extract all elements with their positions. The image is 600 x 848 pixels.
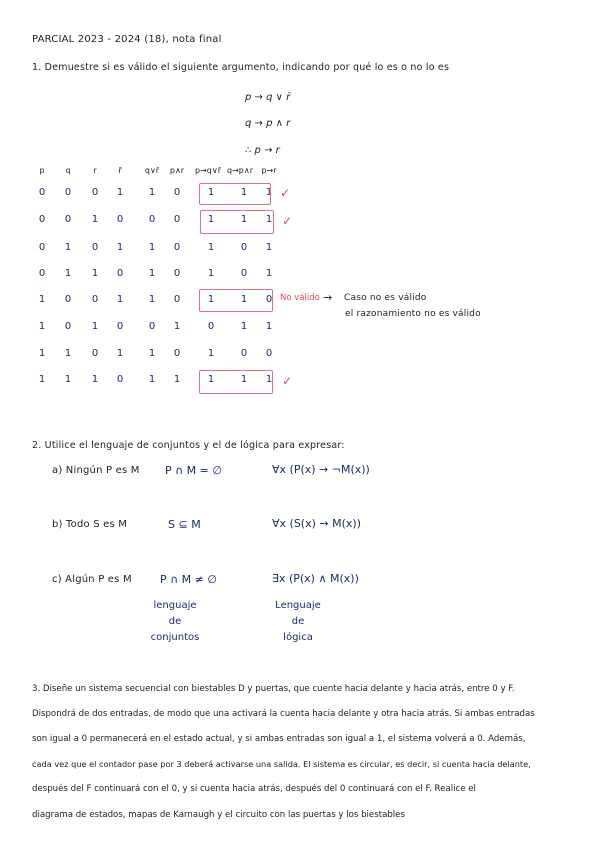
table-header-r: r [93,166,97,175]
caption-line: de [168,616,182,627]
table-cell: 0 [240,348,248,359]
question-3-line-6: diagrama de estados, mapas de Karnaugh y el circuito con las puertas y los biestables [32,810,405,820]
question-2-prompt: 2. Utilice el lenguaje de conjuntos y el de lógica para expresar: [32,440,345,451]
table-cell: 1 [265,214,273,225]
table-cell: 1 [265,374,273,385]
table-header-not-r: r̄ [118,166,122,175]
table-cell: 1 [265,187,273,198]
table-cell: 1 [64,348,72,359]
caption-line: Lenguaje [275,600,321,611]
item-b-label: b) Todo S es M [52,519,128,530]
table-cell: 1 [64,268,72,279]
conclusion-line-2: el razonamiento no es válido [345,309,481,319]
table-cell: 1 [207,242,215,253]
table-cell: 1 [116,187,124,198]
table-header-premise-1: p→q∨r̄ [194,166,221,175]
table-cell: 0 [38,242,46,253]
caption-line: lógica [283,632,313,643]
table-cell: 1 [64,242,72,253]
table-cell: 1 [240,294,248,305]
item-a-sets: P ∩ M = ∅ [165,464,222,477]
question-3-line-5: después del F continuará con el 0, y si cuenta hacia atrás, después del 0 continuará con el F. Realice el [32,784,476,794]
caption-logic-language [258,598,338,646]
table-cell: 1 [240,321,248,332]
check-mark-icon: ✓ [280,186,291,200]
truth-table [0,0,600,400]
table-cell: 1 [173,374,181,385]
table-cell: 1 [116,294,124,305]
table-cell: 1 [265,242,273,253]
table-cell: 0 [173,214,181,225]
table-cell: 1 [38,374,46,385]
table-cell: 1 [207,374,215,385]
question-3-line-4: cada vez que el contador pase por 3 deberá activarse una salida. El sistema es circular, es decir, si cuenta hacia delante, [32,759,531,769]
table-cell: 0 [38,187,46,198]
table-cell: 0 [64,321,72,332]
table-cell: 1 [91,374,99,385]
table-cell: 1 [240,214,248,225]
table-header-q-or-not-r: q∨r̄ [144,166,160,175]
caption-line: lenguaje [153,600,197,611]
table-cell: 0 [64,294,72,305]
question-3-line-1: 3. Diseñe un sistema secuencial con biestables D y puertas, que cuente hacia delante y hacia atrás, entre 0 y F. [32,684,515,694]
question-3-line-3: son igual a 0 permanecerá en el estado actual, y si ambas entradas son igual a 1, el sistema volverá a 0. Además, [32,734,526,744]
table-cell: 1 [265,268,273,279]
table-cell: 0 [265,294,273,305]
table-cell: 1 [91,321,99,332]
invalid-label: No válido [280,293,320,303]
table-cell: 0 [240,268,248,279]
question-3-line-2: Dispondrá de dos entradas, de modo que una activará la cuenta hacia delante y otra hacia atrás. Si ambas entradas [32,709,535,719]
arrow-icon: → [323,291,333,304]
table-cell: 1 [207,294,215,305]
item-b-logic: ∀x (S(x) → M(x)) [272,517,361,530]
caption-line: de [291,616,305,627]
table-cell: 1 [38,348,46,359]
table-cell: 0 [173,294,181,305]
table-cell: 1 [148,187,156,198]
table-cell: 1 [148,294,156,305]
table-cell: 1 [207,214,215,225]
check-mark-icon: ✓ [282,374,293,388]
table-cell: 0 [116,321,124,332]
table-cell: 0 [91,242,99,253]
valid-row-box-1 [199,183,271,205]
valid-row-box-2 [200,210,274,234]
item-c-label: c) Algún P es M [52,574,132,585]
table-cell: 0 [265,348,273,359]
table-cell: 0 [148,214,156,225]
table-cell: 1 [148,374,156,385]
table-cell: 0 [173,268,181,279]
table-cell: 0 [91,294,99,305]
table-cell: 0 [64,214,72,225]
table-cell: 1 [91,268,99,279]
table-header-premise-2: q→p∧r [226,166,253,175]
table-cell: 0 [240,242,248,253]
table-cell: 0 [38,268,46,279]
item-c-logic: ∃x (P(x) ∧ M(x)) [272,572,359,585]
conclusion: ∴ p → r [245,145,280,156]
table-cell: 1 [148,268,156,279]
table-cell: 0 [38,214,46,225]
table-cell: 0 [173,348,181,359]
check-mark-icon: ✓ [282,214,293,228]
table-cell: 1 [116,242,124,253]
table-cell: 1 [265,321,273,332]
table-cell: 0 [91,348,99,359]
exam-title: PARCIAL 2023 - 2024 (18), nota final [32,34,222,45]
table-cell: 1 [148,348,156,359]
table-cell: 1 [148,242,156,253]
table-header-q: q [65,166,71,175]
table-cell: 0 [116,214,124,225]
table-cell: 0 [91,187,99,198]
caption-line: conjuntos [150,632,200,643]
table-cell: 0 [116,268,124,279]
table-cell: 0 [173,242,181,253]
table-header-p-and-r: p∧r [169,166,185,175]
table-header-conclusion: p→r [261,166,277,175]
caption-set-language [135,598,215,646]
table-cell: 0 [173,187,181,198]
table-cell: 0 [207,321,215,332]
premise-2: q → p ∧ r [245,118,291,129]
item-b-sets: S ⊆ M [168,518,201,531]
premise-1: p → q ∨ r̄ [245,92,291,103]
item-c-sets: P ∩ M ≠ ∅ [160,573,217,586]
item-a-logic: ∀x (P(x) → ¬M(x)) [272,463,370,476]
table-cell: 1 [38,294,46,305]
table-cell: 0 [148,321,156,332]
conclusion-line-1: Caso no es válido [344,293,427,303]
table-cell: 1 [240,374,248,385]
invalid-row-box [199,289,273,312]
table-cell: 1 [64,374,72,385]
table-cell: 1 [207,268,215,279]
question-1-prompt: 1. Demuestre si es válido el siguiente argumento, indicando por qué lo es o no lo es [32,62,450,73]
table-cell: 1 [207,348,215,359]
table-cell: 1 [38,321,46,332]
table-header-p: p [39,166,45,175]
table-cell: 1 [240,187,248,198]
table-cell: 1 [91,214,99,225]
table-cell: 1 [173,321,181,332]
valid-row-box-3 [199,370,273,394]
table-cell: 0 [64,187,72,198]
table-cell: 1 [116,348,124,359]
table-cell: 1 [207,187,215,198]
item-a-label: a) Ningún P es M [52,465,140,476]
table-cell: 0 [116,374,124,385]
